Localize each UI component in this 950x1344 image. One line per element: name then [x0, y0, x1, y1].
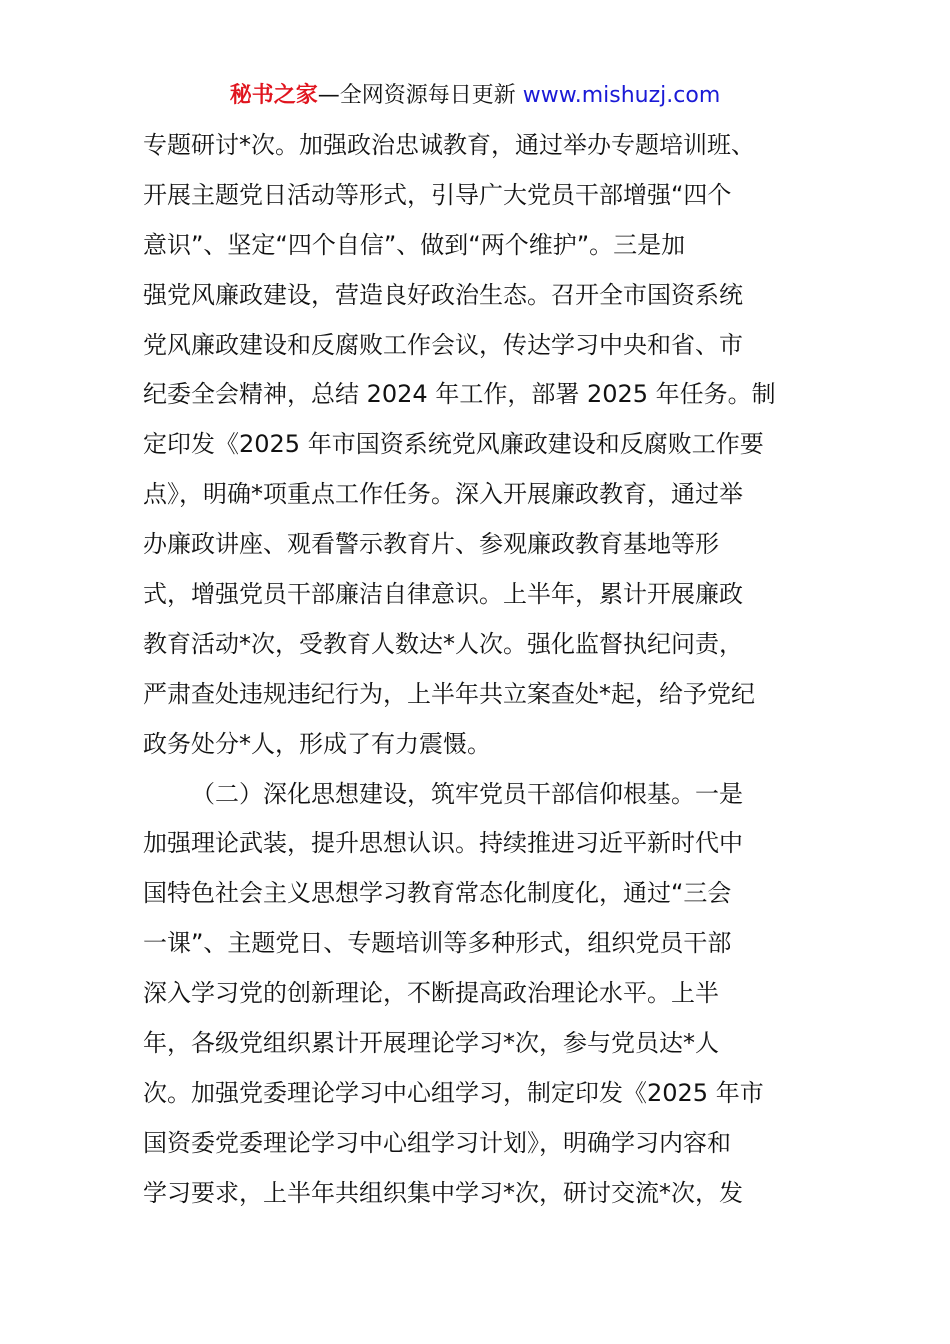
text-line: 党风廉政建设和反腐败工作会议，传达学习中央和省、市 — [143, 330, 743, 359]
document-body — [143, 121, 815, 1219]
text-line: 国特色社会主义思想学习教育常态化制度化，通过“三会 — [143, 879, 732, 908]
text-line: 次。加强党委理论学习中心组学习，制定印发《2025 年市 — [143, 1078, 764, 1107]
site-url-link[interactable]: www.mishuzj.com — [522, 83, 721, 108]
site-header — [0, 80, 950, 112]
text-line: 开展主题党日活动等形式，引导广大党员干部增强“四个 — [143, 180, 732, 209]
site-brand: 秘书之家 — [229, 83, 318, 108]
section-heading-line: （二）深化思想建设，筑牢党员干部信仰根基。一是 — [191, 779, 743, 808]
text-line: 办廉政讲座、观看警示教育片、参观廉政教育基地等形 — [143, 530, 719, 559]
text-line: 学习要求，上半年共组织集中学习*次，研讨交流*次，发 — [143, 1178, 743, 1207]
text-line: 严肃查处违规违纪行为，上半年共立案查处*起，给予党纪 — [143, 679, 755, 708]
text-line: 强党风廉政建设，营造良好政治生态。召开全市国资系统 — [143, 280, 743, 309]
text-line: 点》，明确*项重点工作任务。深入开展廉政教育，通过举 — [143, 480, 743, 509]
text-line: 国资委党委理论学习中心组学习计划》，明确学习内容和 — [143, 1128, 731, 1157]
text-line: 式，增强党员干部廉洁自律意识。上半年，累计开展廉政 — [143, 580, 743, 609]
text-line: 定印发《2025 年市国资系统党风廉政建设和反腐败工作要 — [143, 430, 764, 459]
text-line: 年，各级党组织累计开展理论学习*次，参与党员达*人 — [143, 1029, 719, 1058]
text-line: 纪委全会精神，总结 2024 年工作，部署 2025 年任务。制 — [143, 380, 776, 409]
text-line: 加强理论武装，提升思想认识。持续推进习近平新时代中 — [143, 829, 743, 858]
text-line: 政务处分*人，形成了有力震慑。 — [143, 729, 491, 758]
text-line: 专题研讨*次。加强政治忠诚教育，通过举办专题培训班、 — [143, 131, 755, 159]
text-line: 深入学习党的创新理论，不断提高政治理论水平。上半 — [143, 979, 719, 1008]
site-tagline: —全网资源每日更新 — [317, 83, 523, 108]
text-line: 教育活动*次，受教育人数达*人次。强化监督执纪问责， — [143, 629, 743, 658]
text-line: 一课”、主题党日、专题培训等多种形式，组织党员干部 — [143, 929, 732, 958]
text-line: 意识”、坚定“四个自信”、做到“两个维护”。三是加 — [143, 230, 686, 259]
